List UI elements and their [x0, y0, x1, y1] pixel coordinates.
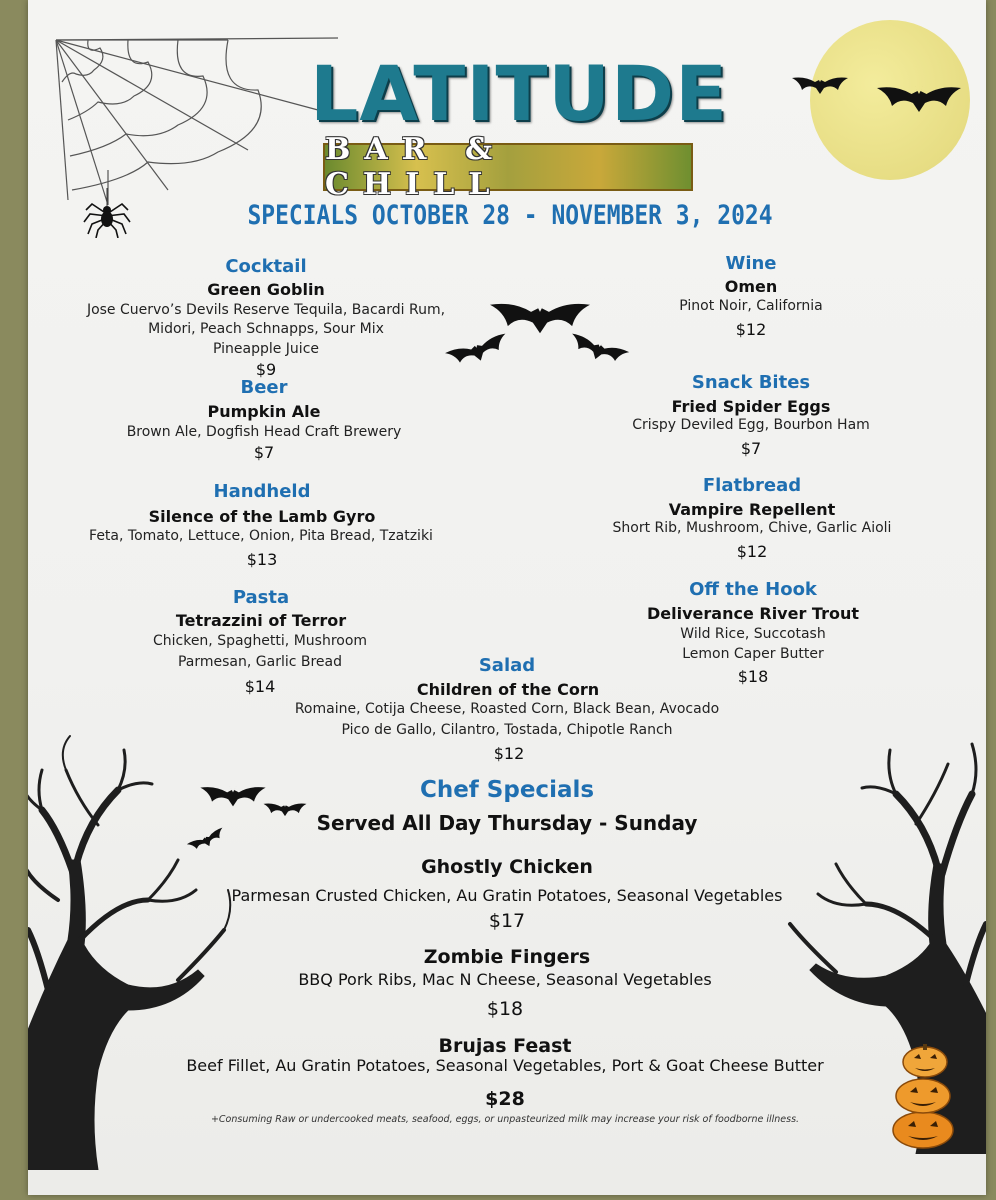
- category-snack-bites: Snack Bites: [691, 372, 811, 393]
- bat-icon: [874, 78, 964, 122]
- item-name: Deliverance River Trout: [647, 604, 859, 623]
- item-price: $7: [740, 439, 762, 458]
- item-desc: BBQ Pork Ribs, Mac N Cheese, Seasonal Vegetables: [298, 970, 712, 989]
- item-price: $18: [486, 998, 524, 1020]
- item-desc: Romaine, Cotija Cheese, Roasted Corn, Black Bean, Avocado: [294, 701, 720, 717]
- spider-icon: [82, 188, 132, 238]
- specials-date-heading: SPECIALS OCTOBER 28 - NOVEMBER 3, 2024: [247, 200, 773, 231]
- category-flatbread: Flatbread: [702, 475, 802, 496]
- item-price: $18: [737, 667, 769, 686]
- category-handheld: Handheld: [213, 481, 311, 502]
- item-name: Vampire Repellent: [668, 500, 836, 519]
- item-price: $17: [488, 910, 526, 932]
- item-desc: Midori, Peach Schnapps, Sour Mix: [148, 321, 384, 337]
- item-desc: Lemon Caper Butter: [682, 646, 824, 662]
- item-price: $12: [493, 744, 525, 763]
- item-price: $14: [244, 677, 276, 696]
- item-name: Children of the Corn: [416, 680, 600, 699]
- item-price: $12: [735, 320, 767, 339]
- item-desc: Wild Rice, Succotash: [680, 626, 826, 642]
- item-name: Silence of the Lamb Gyro: [148, 507, 376, 526]
- logo-subtitle: BAR & CHILL: [325, 132, 507, 202]
- item-desc: Pineapple Juice: [212, 341, 320, 357]
- item-desc: Short Rib, Mushroom, Chive, Garlic Aioli: [612, 520, 892, 536]
- logo-subtitle-banner: [323, 132, 693, 202]
- category-salad: Salad: [478, 655, 536, 676]
- item-name: Brujas Feast: [438, 1035, 572, 1057]
- item-desc: Parmesan, Garlic Bread: [177, 654, 343, 670]
- category-pasta: Pasta: [232, 587, 290, 608]
- item-desc: Jose Cuervo’s Devils Reserve Tequila, Bacardi Rum,: [86, 302, 446, 318]
- item-desc: Pinot Noir, California: [679, 298, 823, 314]
- chef-specials-title: Chef Specials: [419, 777, 595, 803]
- item-desc: Parmesan Crusted Chicken, Au Gratin Potatoes, Seasonal Vegetables: [231, 886, 783, 905]
- category-off-the-hook: Off the Hook: [689, 579, 817, 600]
- chef-specials-subtitle: Served All Day Thursday - Sunday: [316, 811, 698, 835]
- item-desc: Pico de Gallo, Cilantro, Tostada, Chipotle Ranch: [341, 722, 673, 738]
- item-price: $12: [736, 542, 768, 561]
- item-price: $28: [485, 1088, 525, 1110]
- item-name: Tetrazzini of Terror: [175, 611, 347, 630]
- logo-title: LATITUDE: [310, 49, 729, 138]
- item-price: $13: [246, 550, 278, 569]
- bat-icon: [790, 72, 850, 100]
- item-name: Pumpkin Ale: [207, 402, 321, 421]
- item-desc: Feta, Tomato, Lettuce, Onion, Pita Bread, Tzatziki: [89, 528, 433, 544]
- item-desc: Chicken, Spaghetti, Mushroom: [152, 633, 368, 649]
- item-price: $9: [255, 360, 277, 379]
- item-name: Fried Spider Eggs: [671, 397, 831, 416]
- item-name: Omen: [724, 277, 778, 296]
- item-desc: Brown Ale, Dogfish Head Craft Brewery: [126, 424, 402, 440]
- item-name: Zombie Fingers: [423, 946, 591, 968]
- category-wine: Wine: [725, 253, 777, 274]
- category-cocktail: Cocktail: [225, 256, 307, 277]
- item-desc: Crispy Deviled Egg, Bourbon Ham: [632, 417, 870, 433]
- pumpkin-icon: [888, 1040, 958, 1150]
- item-price: $7: [253, 443, 275, 462]
- item-desc: Beef Fillet, Au Gratin Potatoes, Seasonal Vegetables, Port & Goat Cheese Butter: [186, 1056, 824, 1075]
- foodborne-illness-disclaimer: +Consuming Raw or undercooked meats, seafood, eggs, or unpasteurized milk may increase your risk of foodborne illness.: [210, 1114, 800, 1125]
- item-name: Green Goblin: [207, 280, 325, 299]
- item-name: Ghostly Chicken: [421, 856, 593, 878]
- category-beer: Beer: [240, 377, 288, 398]
